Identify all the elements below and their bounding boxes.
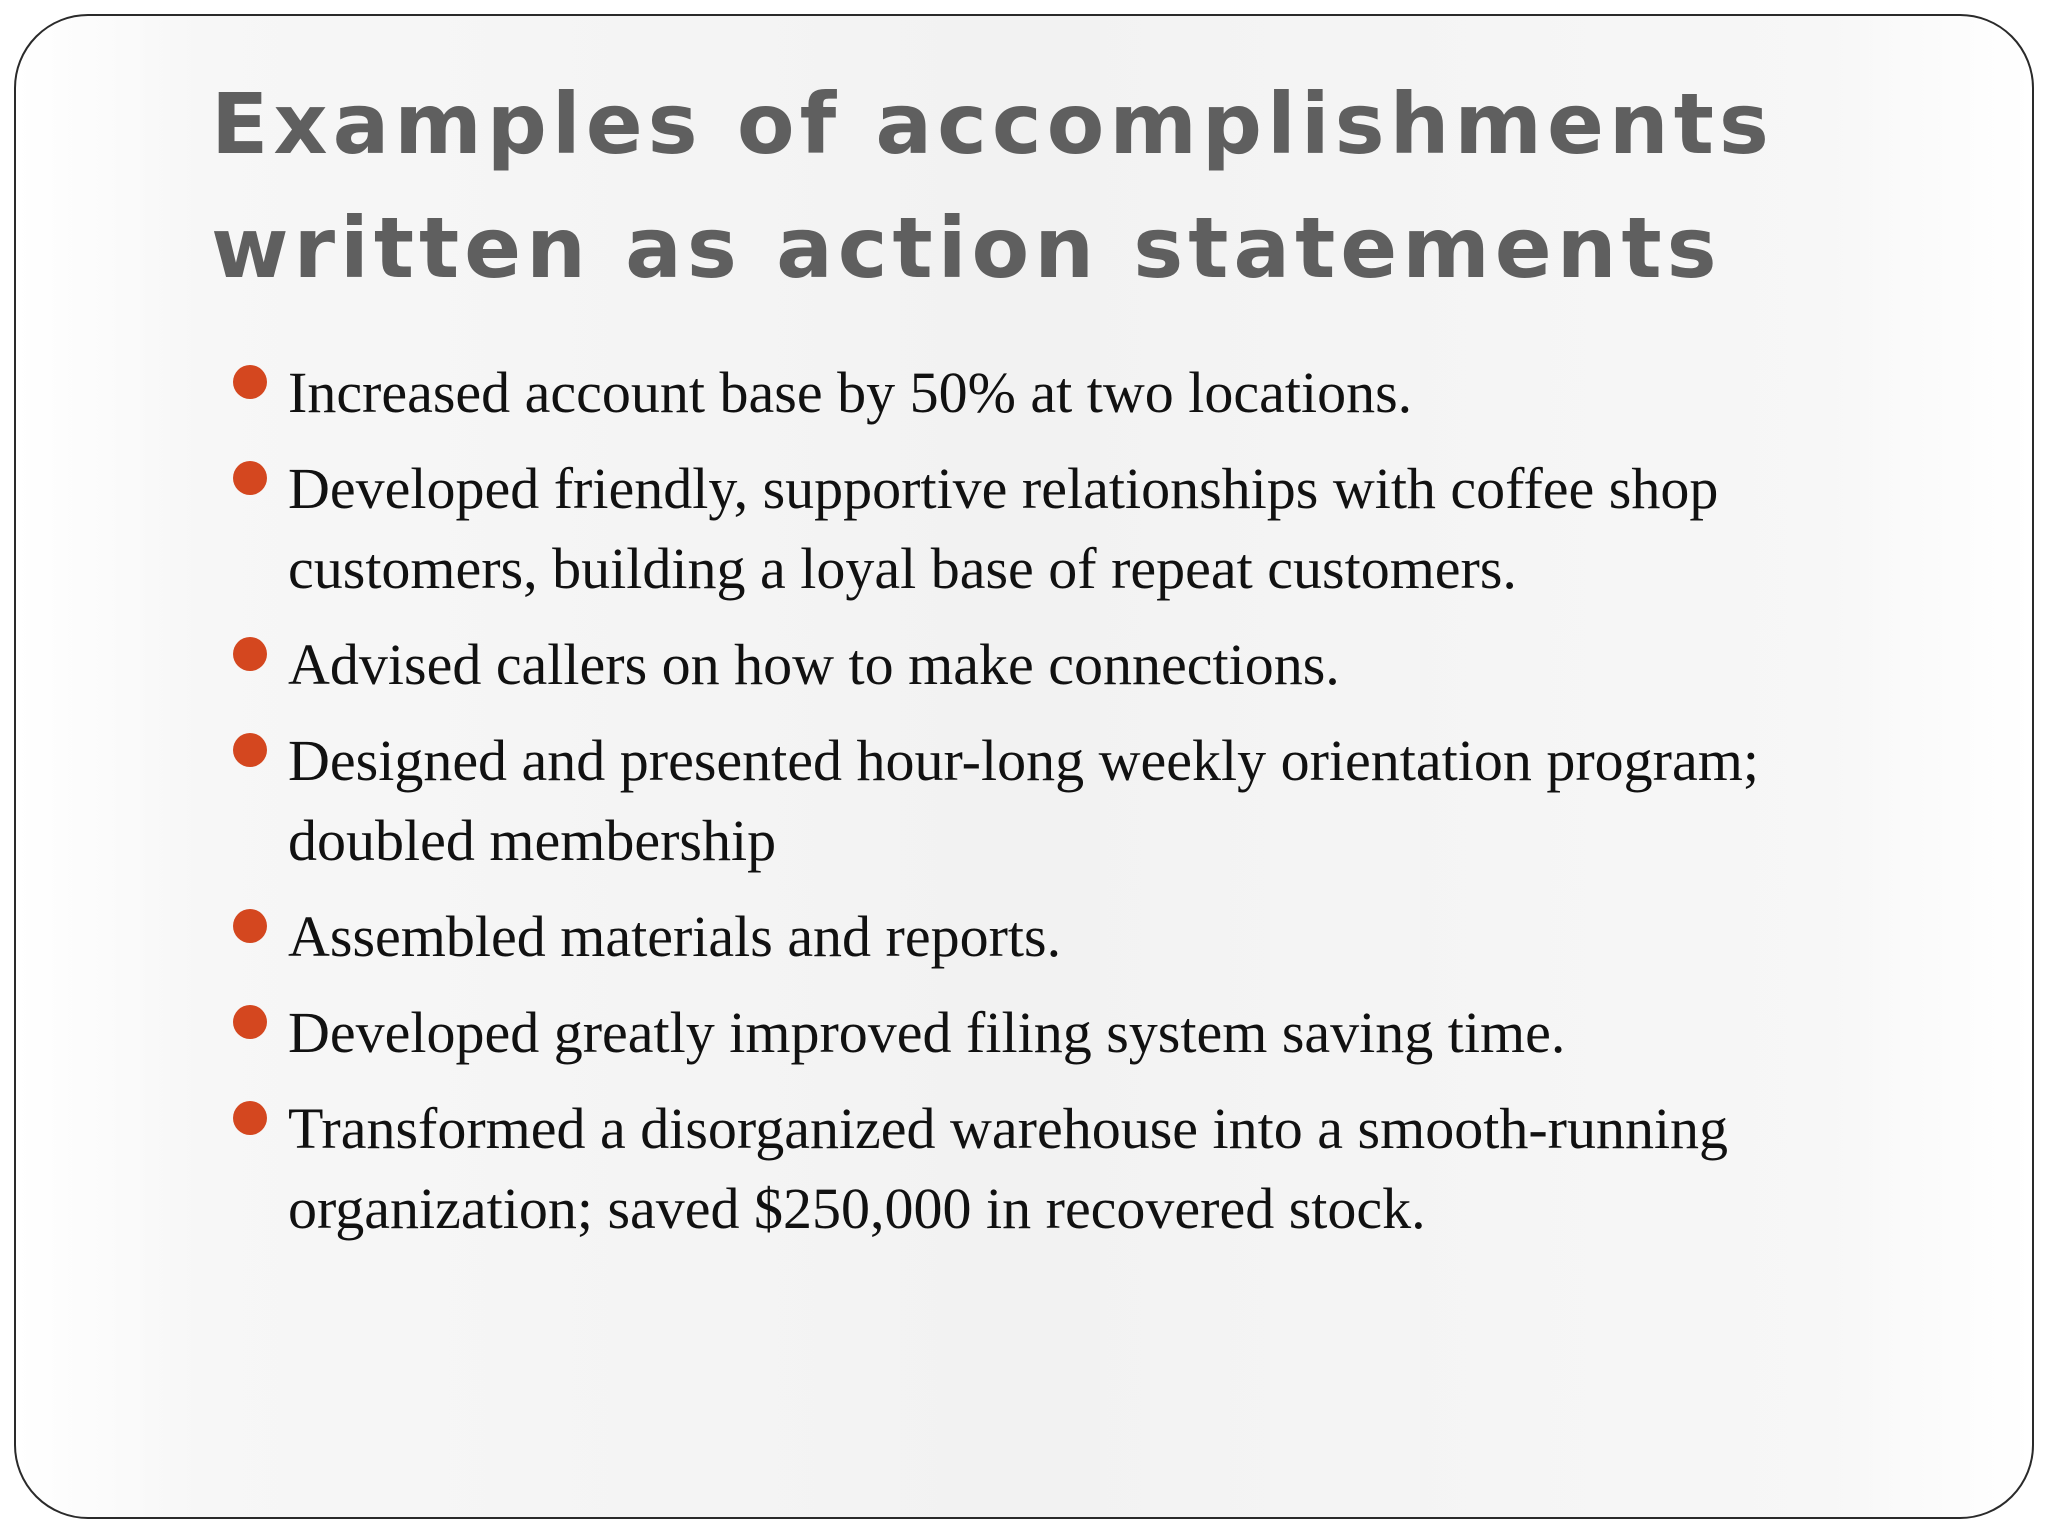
bullet-text: Developed greatly improved filing system saving time. (288, 1000, 1566, 1065)
slide-title: Examples of accomplishments written as action statements (211, 75, 1774, 297)
bullet-item (232, 449, 1932, 609)
bullet-dot-icon (233, 909, 267, 943)
bullet-dot-icon (233, 637, 267, 671)
bullet-item (232, 897, 1932, 977)
bullet-dot-icon (233, 1005, 267, 1039)
bullet-item (232, 721, 1932, 881)
bullet-text: Increased account base by 50% at two locations. (288, 360, 1413, 425)
bullet-dot-icon (233, 1101, 267, 1135)
bullet-list (232, 353, 1932, 1265)
bullet-dot-icon (233, 733, 267, 767)
bullet-text: Developed friendly, supportive relationships with coffee shop customers, building a loyal base of repeat customers. (288, 456, 1719, 601)
bullet-text: Assembled materials and reports. (288, 904, 1062, 969)
bullet-dot-icon (233, 365, 267, 399)
bullet-item (232, 353, 1932, 433)
bullet-item (232, 1089, 1932, 1249)
bullet-item (232, 625, 1932, 705)
bullet-text: Transformed a disorganized warehouse into a smooth-running organization; saved $250,000 in recovered stock. (288, 1096, 1729, 1241)
slide-frame (14, 14, 2034, 1519)
bullet-text: Advised callers on how to make connections. (288, 632, 1340, 697)
bullet-item (232, 993, 1932, 1073)
bullet-text: Designed and presented hour-long weekly orientation program; doubled membership (288, 728, 1759, 873)
bullet-dot-icon (233, 461, 267, 495)
